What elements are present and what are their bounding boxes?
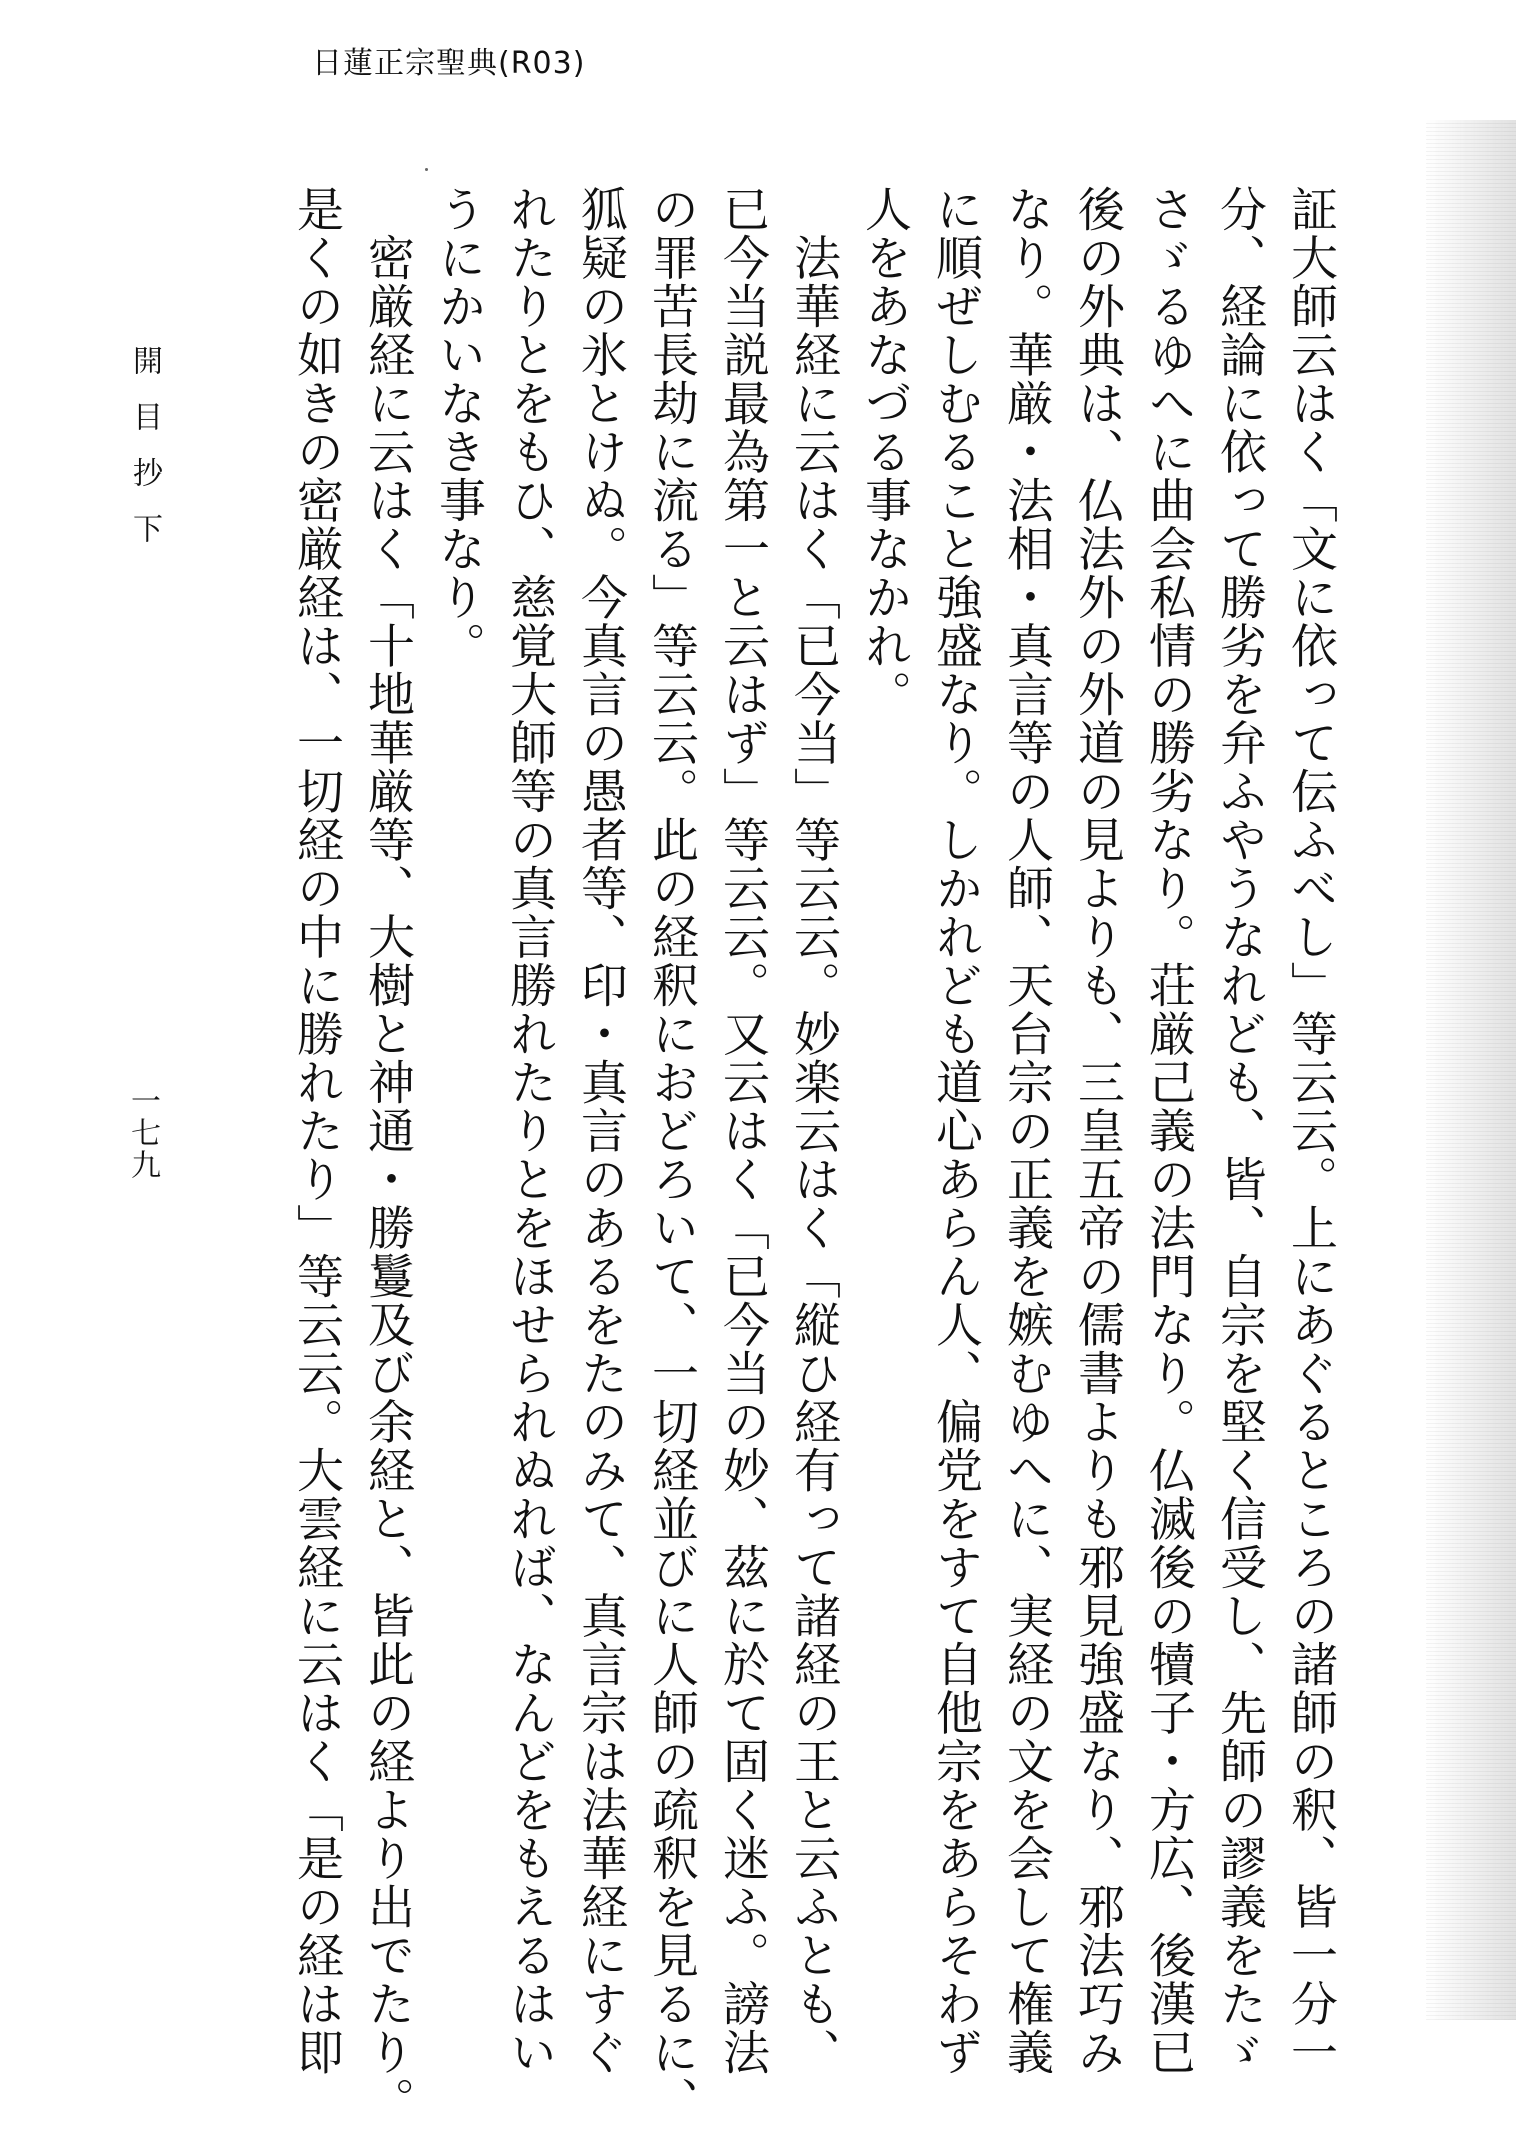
- text-line: 密厳経に云はく「十地華厳等、大樹と神通・勝鬘及び余経と、皆此の経より出でたり。: [360, 185, 415, 2125]
- body-text: [166, 185, 1346, 2125]
- section-title: 開目抄下: [127, 345, 162, 569]
- text-line: に順ぜしむること強盛なり。しかれども道心あらん人、偏党をすて自他宗をあらそわず: [928, 185, 983, 2077]
- text-line: の罪苦長劫に流る」等云云。此の経釈におどろいて、一切経並びに人師の疏釈を見るに、: [644, 185, 699, 2125]
- text-line: 分、経論に依って勝劣を弁ふやうなれども、皆、自宗を堅く信受し、先師の謬義をたゞ: [1212, 185, 1267, 2077]
- text-line: れたりとをもひ、慈覚大師等の真言勝れたりとをほせられぬれば、なんどをもえるはい: [502, 185, 557, 2077]
- text-line: 已今当説最為第一と云はず」等云云。又云はく「已今当の妙、茲に於て固く迷ふ。謗法: [715, 185, 770, 2077]
- text-line: さゞるゆへに曲会私情の勝劣なり。荘厳己義の法門なり。仏滅後の犢子・方広、後漢已: [1141, 185, 1196, 2077]
- text-line: 証大師云はく「文に依って伝ふべし」等云云。上にあぐるところの諸師の釈、皆一分一: [1283, 185, 1338, 2077]
- page-number: 一七九: [125, 1085, 160, 1181]
- text-line: 狐疑の氷とけぬ。今真言の愚者等、印・真言のあるをたのみて、真言宗は法華経にすぐ: [573, 185, 628, 2077]
- text-line: 後の外典は、仏法外の外道の見よりも、三皇五帝の儒書よりも邪見強盛なり、邪法巧み: [1070, 185, 1125, 2077]
- document-header-title: 日蓮正宗聖典(R03): [312, 46, 586, 81]
- text-line: 人をあなづる事なかれ。: [857, 185, 912, 719]
- text-line: 法華経に云はく「已今当」等云云。妙楽云はく「縦ひ経有って諸経の王と云ふとも、: [786, 185, 841, 2077]
- scan-speck: [425, 168, 428, 171]
- text-line: うにかいなき事なり。: [431, 185, 486, 670]
- page-edge-shadow: [1426, 120, 1516, 2020]
- text-line: 是くの如きの密厳経は、一切経の中に勝れたり」等云云。大雲経に云はく「是の経は即: [289, 185, 344, 2077]
- text-line: なり。華厳・法相・真言等の人師、天台宗の正義を嫉むゆへに、実経の文を会して権義: [999, 185, 1054, 2077]
